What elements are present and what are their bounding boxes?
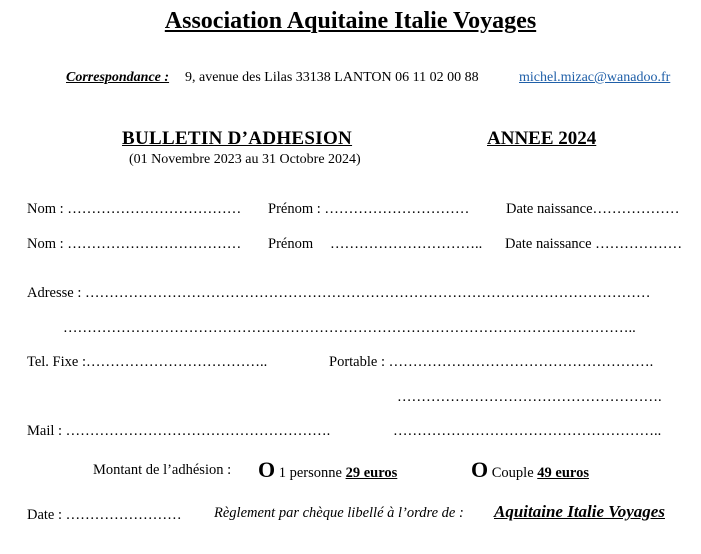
bulletin-year: ANNEE 2024 [487,128,597,149]
birthdate-field-1[interactable]: Date naissance……………… [506,201,680,217]
option-single-label: 1 personne [275,465,346,481]
prenom-field-2[interactable]: ………………………….. [330,236,483,252]
birthdate-field-2[interactable]: Date naissance ……………… [505,236,683,252]
option-single[interactable] [258,457,397,483]
payment-instructions: Règlement par chèque libellé à l’ordre de : [214,505,464,521]
correspondance-label: Correspondance : [66,70,170,85]
nom-field-2[interactable]: Nom : ……………………………… [27,236,242,252]
prenom-field-1[interactable]: Prénom : ………………………… [268,201,470,217]
option-couple-radio[interactable]: O [471,457,489,482]
option-couple-price: 49 euros [537,465,589,481]
bulletin-title: BULLETIN D’ADHESION [122,128,353,149]
association-title: Association Aquitaine Italie Voyages [164,8,537,34]
payment-payee: Aquitaine Italie Voyages [494,502,665,521]
mail-field-line2[interactable]: ……………………………………………….. [393,423,662,439]
option-single-price: 29 euros [345,465,398,481]
association-title-block [0,8,701,35]
membership-amount-label: Montant de l’adhésion : [93,462,232,478]
correspondance-address: 9, avenue des Lilas 33138 LANTON 06 11 02 00 88 [185,70,479,85]
nom-field-1[interactable]: Nom : ……………………………… [27,201,242,217]
portable-field[interactable]: Portable : ………………………………………………. [329,354,654,370]
adresse-field-line2[interactable]: ……………………………………………………………………………………………………….. [63,320,636,336]
email-link[interactable]: michel.mizac@wanadoo.fr [519,70,671,85]
adresse-field[interactable]: Adresse : ……………………………………………………………………………………………………… [27,285,651,301]
date-field[interactable]: Date : …………………… [27,507,182,523]
option-couple-label: Couple [488,465,538,481]
membership-period: (01 Novembre 2023 au 31 Octobre 2024) [129,152,361,167]
option-single-radio[interactable]: O [258,457,276,482]
mail-field[interactable]: Mail : ………………………………………………. [27,423,331,439]
tel-fixe-field[interactable]: Tel. Fixe :……………………………….. [27,354,268,370]
prenom-label-2: Prénom [268,236,314,252]
portable-field-line2[interactable]: ………………………………………………. [397,389,662,405]
option-couple[interactable] [471,457,589,483]
